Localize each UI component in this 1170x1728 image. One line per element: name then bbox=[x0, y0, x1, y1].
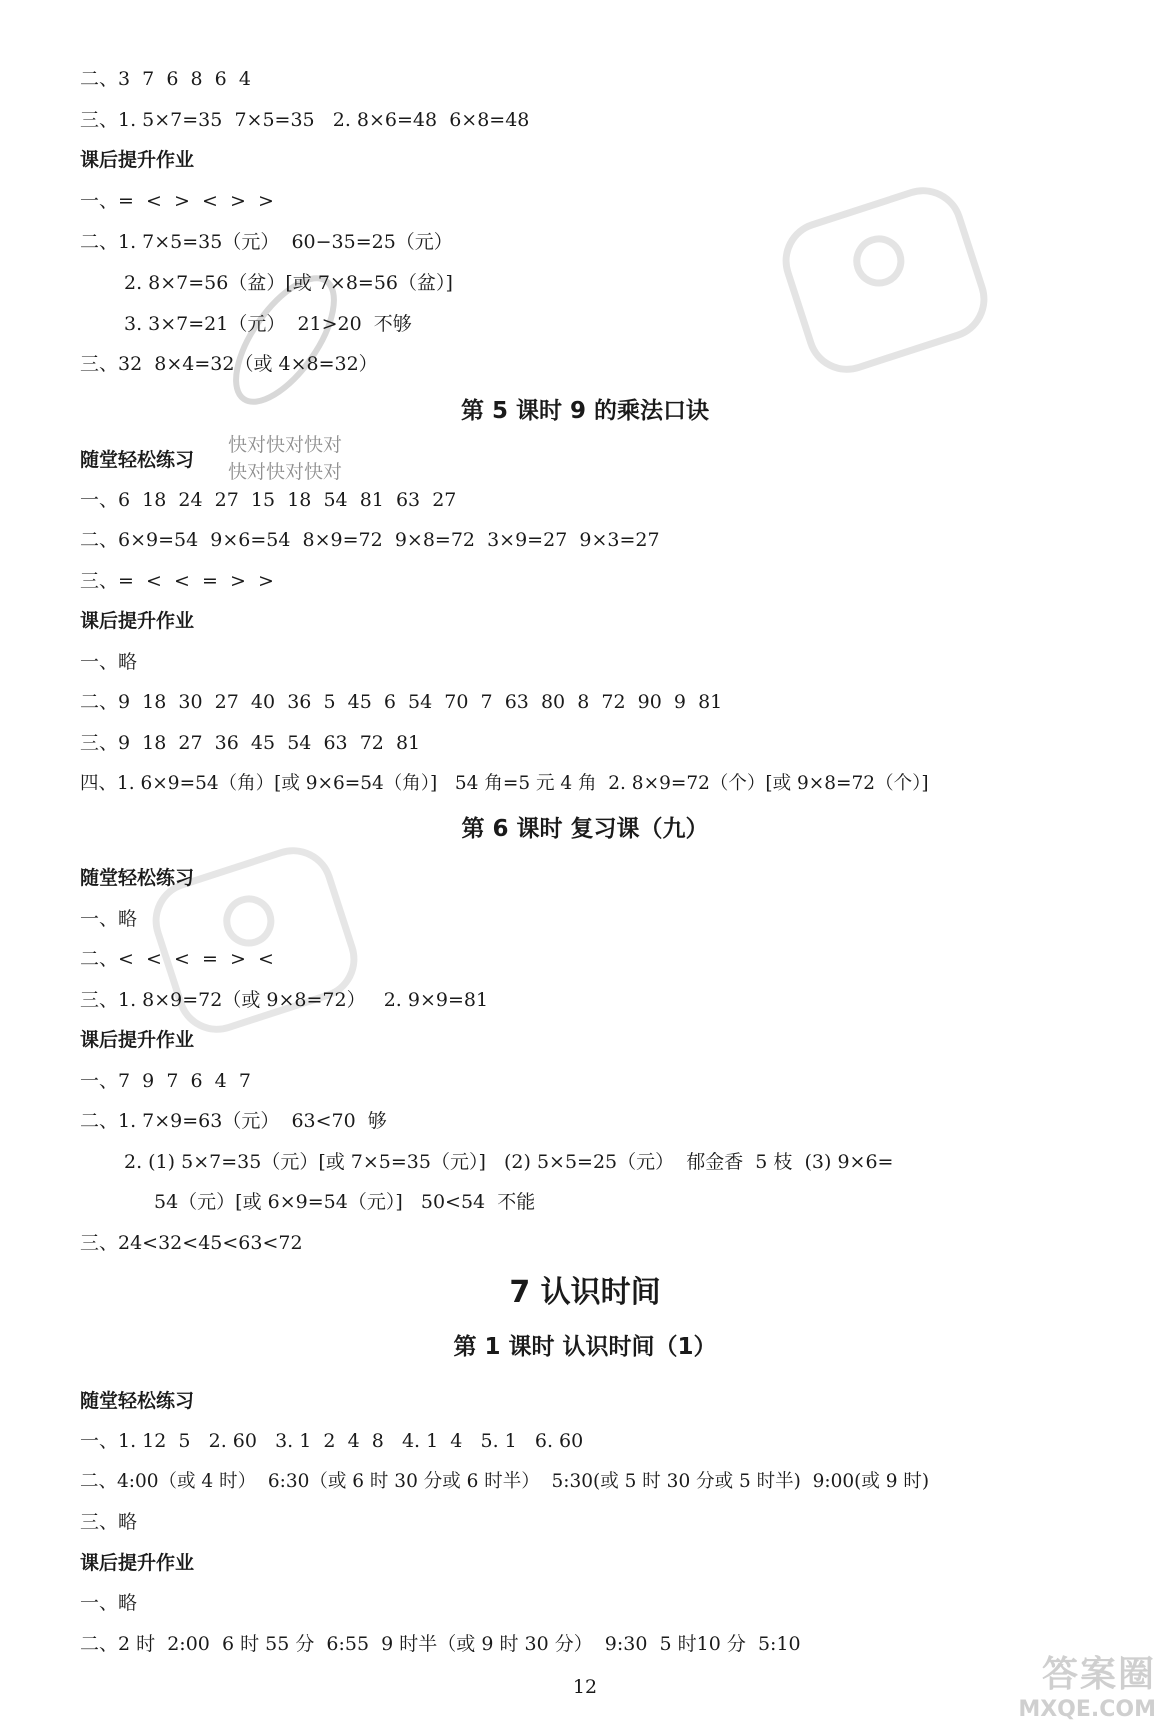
page-number: 12 bbox=[572, 1676, 598, 1698]
answer-line: 二、1. 7×5=35（元） 60−35=25（元） bbox=[80, 231, 453, 253]
answer-line: 三、1. 8×9=72（或 9×8=72） 2. 9×9=81 bbox=[80, 989, 489, 1011]
answer-line: 一、= < > < > > bbox=[80, 190, 274, 212]
unit-heading: 7 认识时间 bbox=[509, 1275, 661, 1310]
answer-line: 一、略 bbox=[80, 908, 138, 930]
answer-line: 三、9 18 27 36 45 54 63 72 81 bbox=[80, 732, 421, 754]
watermark-stamp-text: 快对快对快对 bbox=[228, 434, 343, 456]
answer-line: 一、6 18 24 27 15 18 54 81 63 27 bbox=[80, 489, 457, 511]
answer-line: 3. 3×7=21（元） 21>20 不够 bbox=[124, 313, 412, 335]
answer-line: 二、2 时 2:00 6 时 55 分 6:55 9 时半（或 9 时 30 分） 9:30 5 时10 分 5:10 bbox=[80, 1633, 801, 1655]
answer-line: 三、1. 5×7=35 7×5=35 2. 8×6=48 6×8=48 bbox=[80, 109, 530, 131]
section-label: 课后提升作业 bbox=[80, 149, 195, 171]
answer-line: 一、略 bbox=[80, 1592, 138, 1614]
answer-line: 二、9 18 30 27 40 36 5 45 6 54 70 7 63 80 8 72 90 9 81 bbox=[80, 691, 723, 713]
answer-line: 四、1. 6×9=54（角）[或 9×6=54（角）] 54 角=5 元 4 角 2. 8×9=72（个）[或 9×8=72（个）] bbox=[80, 773, 929, 794]
section-label: 随堂轻松练习 bbox=[80, 1390, 195, 1412]
lesson-heading: 第 5 课时 9 的乘法口诀 bbox=[460, 398, 710, 424]
answer-line: 二、4:00（或 4 时） 6:30（或 6 时 30 分或 6 时半） 5:30(或 5 时 30 分或 5 时半) 9:00(或 9 时) bbox=[80, 1471, 930, 1492]
answer-line: 三、略 bbox=[80, 1511, 138, 1533]
site-watermark-url: MXQE.COM bbox=[1018, 1697, 1156, 1722]
answer-line: 三、24<32<45<63<72 bbox=[80, 1232, 303, 1254]
answer-line: 二、1. 7×9=63（元） 63<70 够 bbox=[80, 1110, 387, 1132]
lesson-heading: 第 1 课时 认识时间（1） bbox=[453, 1334, 717, 1360]
answer-line: 二、6×9=54 9×6=54 8×9=72 9×8=72 3×9=27 9×3=27 bbox=[80, 529, 660, 551]
answer-line: 54（元）[或 6×9=54（元）] 50<54 不能 bbox=[154, 1191, 536, 1213]
site-watermark-cn: 答案圈 bbox=[1041, 1654, 1156, 1695]
answer-line: 一、1. 12 5 2. 60 3. 1 2 4 8 4. 1 4 5. 1 6. 60 bbox=[80, 1430, 584, 1452]
section-label: 随堂轻松练习 bbox=[80, 867, 195, 889]
section-label: 随堂轻松练习 bbox=[80, 449, 195, 471]
answer-line: 2. (1) 5×7=35（元）[或 7×5=35（元）] (2) 5×5=25（元） 郁金香 5 枝 (3) 9×6= bbox=[124, 1151, 894, 1173]
answer-line: 一、略 bbox=[80, 651, 138, 673]
lesson-heading: 第 6 课时 复习课（九） bbox=[461, 816, 709, 842]
watermark-stamp-right bbox=[770, 180, 1000, 380]
section-label: 课后提升作业 bbox=[80, 610, 195, 632]
answer-line: 2. 8×7=56（盆）[或 7×8=56（盆）] bbox=[124, 272, 453, 294]
section-label: 课后提升作业 bbox=[80, 1029, 195, 1051]
answer-line: 三、= < < = > > bbox=[80, 570, 274, 592]
answer-line: 三、32 8×4=32（或 4×8=32） bbox=[80, 353, 378, 375]
section-label: 课后提升作业 bbox=[80, 1552, 195, 1574]
watermark-stamp-text: 快对快对快对 bbox=[228, 461, 343, 483]
site-watermark bbox=[1018, 1646, 1156, 1722]
answer-line: 二、< < < = > < bbox=[80, 948, 274, 970]
answer-line: 一、7 9 7 6 4 7 bbox=[80, 1070, 251, 1092]
answer-line: 二、3 7 6 8 6 4 bbox=[80, 68, 251, 90]
